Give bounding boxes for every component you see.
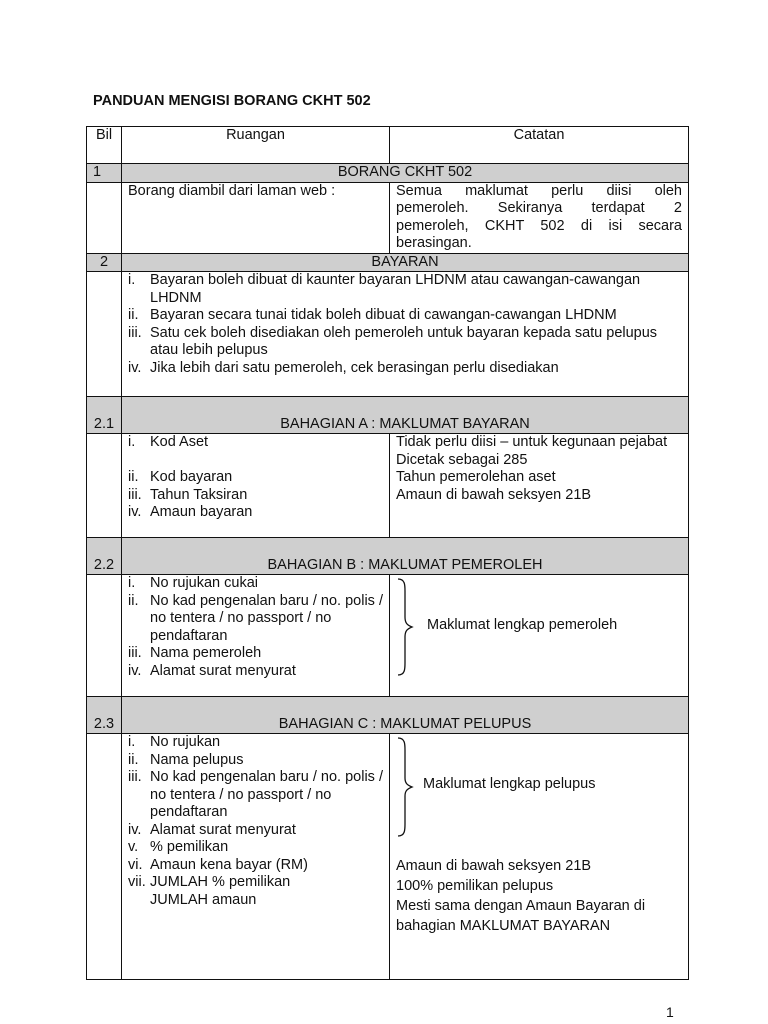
content-row-2-1 xyxy=(87,434,689,538)
section-number: 1 xyxy=(87,164,122,183)
empty-cell xyxy=(87,575,122,697)
list-item: i. No rujukan xyxy=(128,734,221,750)
content-row-2-3 xyxy=(87,734,689,980)
catatan-note: 100% pemilikan pelupus xyxy=(396,878,554,894)
document-title: PANDUAN MENGISI BORANG CKHT 502 xyxy=(93,93,371,109)
section-title: BAHAGIAN C : MAKLUMAT PELUPUS xyxy=(122,697,689,734)
list-item: iv. Amaun bayaran xyxy=(128,504,253,520)
list-item: iv. Jika lebih dari satu pemeroleh, cek berasingan perlu disediakan xyxy=(128,359,559,376)
catatan-note: Mesti sama dengan Amaun Bayaran di bahagian MAKLUMAT BAYARAN xyxy=(396,898,646,934)
catatan-note: Tahun pemerolehan aset xyxy=(396,469,556,485)
list-item: iii. Tahun Taksiran xyxy=(128,486,248,503)
list-item: iv. Alamat surat menyurat xyxy=(128,662,296,679)
bayaran-list xyxy=(128,272,682,377)
brace-note: Maklumat lengkap pelupus xyxy=(423,776,596,792)
pelupus-fields-list xyxy=(128,734,383,909)
section-title: BAHAGIAN A : MAKLUMAT BAYARAN xyxy=(122,397,689,434)
list-item: iv. Alamat surat menyurat xyxy=(128,821,296,838)
table-header-row xyxy=(87,127,689,164)
empty-cell xyxy=(87,272,122,397)
list-item: iii. Satu cek boleh disediakan oleh pemeroleh untuk bayaran kepada satu pelupus atau lebih pelupus xyxy=(128,324,658,358)
catatan-cell: Semua maklumat perlu diisi oleh pemeroleh. Sekiranya terdapat 2 pemeroleh, CKHT 502 di isi secara berasingan. xyxy=(390,182,689,253)
content-row-1 xyxy=(87,182,689,253)
catatan-note: Dicetak sebagai 285 xyxy=(396,451,528,468)
section-row-2-3 xyxy=(87,697,689,734)
list-item: vii. JUMLAH % pemilikan xyxy=(128,874,291,890)
list-item: i. Kod Aset xyxy=(128,434,209,450)
list-item: ii. Nama pelupus xyxy=(128,751,244,768)
brace-note: Maklumat lengkap pemeroleh xyxy=(427,617,618,633)
list-item: ii. Kod bayaran xyxy=(128,469,233,485)
section-number: 2 xyxy=(87,253,122,272)
empty-cell xyxy=(87,182,122,253)
content-row-2-2 xyxy=(87,575,689,697)
empty-cell xyxy=(87,434,122,538)
list-item: i. Bayaran boleh dibuat di kaunter bayaran LHDNM atau cawangan-cawangan LHDNM xyxy=(128,272,641,306)
section-row-2 xyxy=(87,253,689,272)
pemeroleh-fields-list xyxy=(128,575,383,680)
section-title: BAHAGIAN B : MAKLUMAT PEMEROLEH xyxy=(122,538,689,575)
list-item: ii. No kad pengenalan baru / no. polis / no tentera / no passport / no pendaftaran xyxy=(128,592,383,644)
section-row-2-1 xyxy=(87,397,689,434)
header-catatan: Catatan xyxy=(390,127,689,164)
catatan-note: Amaun di bawah seksyen 21B xyxy=(396,486,592,503)
empty-cell xyxy=(87,734,122,980)
section-number: 2.3 xyxy=(87,697,122,734)
list-item: vi. Amaun kena bayar (RM) xyxy=(128,856,308,873)
list-item: JUMLAH amaun xyxy=(150,891,257,908)
section-number: 2.1 xyxy=(87,397,122,434)
curly-brace-icon xyxy=(395,577,415,677)
list-item: v. % pemilikan xyxy=(128,839,229,855)
section-title: BAYARAN xyxy=(122,253,689,272)
guide-table xyxy=(86,126,689,980)
section-number: 2.2 xyxy=(87,538,122,575)
header-bil: Bil xyxy=(87,127,122,164)
catatan-note: Tidak perlu diisi – untuk kegunaan pejabat xyxy=(396,434,668,450)
bayaran-fields-list xyxy=(128,434,383,522)
list-item: ii. Bayaran secara tunai tidak boleh dibuat di cawangan-cawangan LHDNM xyxy=(128,307,617,323)
section-row-1 xyxy=(87,164,689,183)
header-ruangan: Ruangan xyxy=(122,127,390,164)
catatan-note: Amaun di bawah seksyen 21B xyxy=(396,858,592,874)
list-item: iii. Nama pemeroleh xyxy=(128,645,262,661)
curly-brace-icon xyxy=(395,736,415,838)
page-number: 1 xyxy=(666,1004,674,1020)
list-item: i. No rujukan cukai xyxy=(128,575,258,591)
ruangan-cell: Borang diambil dari laman web : xyxy=(122,182,390,253)
section-title: BORANG CKHT 502 xyxy=(122,164,689,183)
content-row-2 xyxy=(87,272,689,397)
list-item: iii. No kad pengenalan baru / no. polis / no tentera / no passport / no pendaftaran xyxy=(128,769,383,820)
section-row-2-2 xyxy=(87,538,689,575)
